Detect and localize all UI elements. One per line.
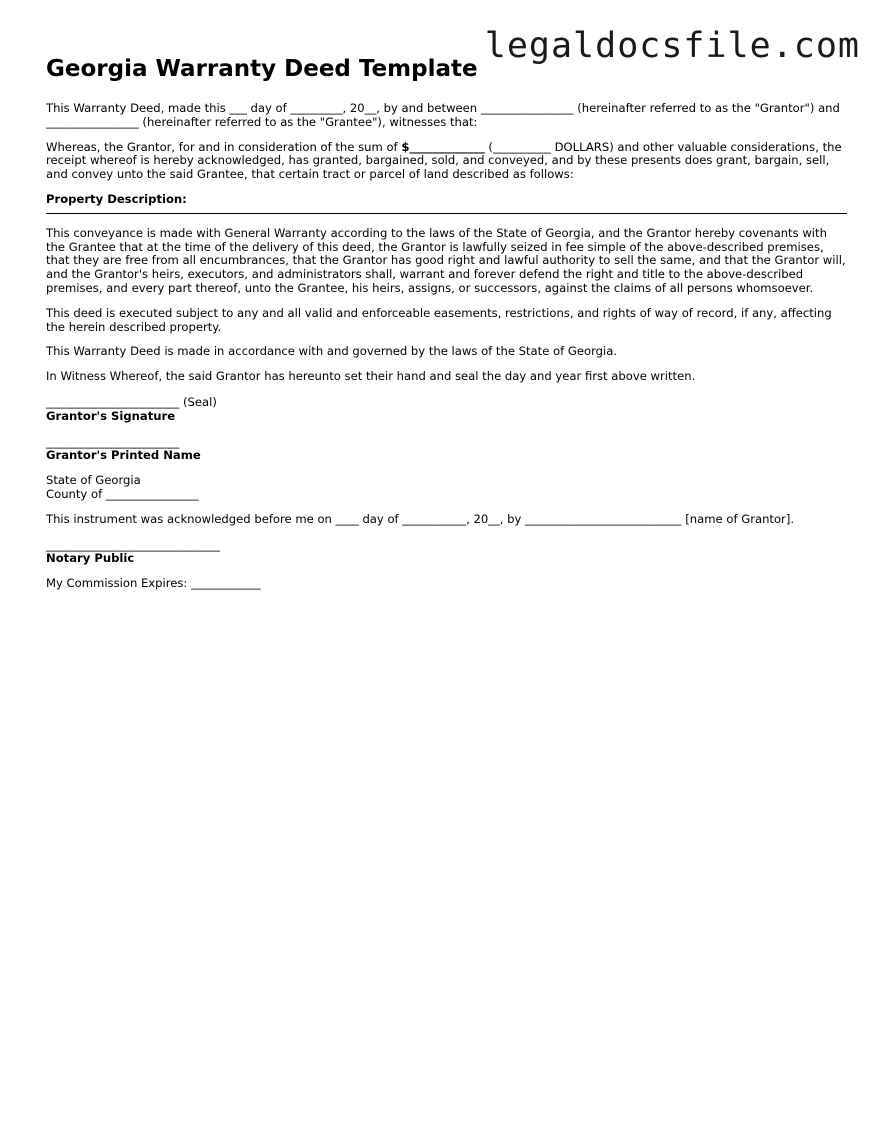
state-line: State of Georgia — [46, 473, 141, 488]
grantor-signature-line: _______________________ (Seal) — [46, 394, 217, 409]
easements-paragraph: This deed is executed subject to any and all valid and enforceable easements, restrictions, and rights of way of record, if any, affecting the herein described property. — [46, 305, 832, 334]
intro-paragraph: This Warranty Deed, made this ___ day of _________, 20__, by and between ________________ (hereinafter referred to as the "Grantor") and ________________ (hereinafter referred to as the "Grantee"), witnesses that: — [46, 101, 840, 129]
acknowledgment-paragraph: This instrument was acknowledged before me on ____ day of ___________, 20__, by ___________________________ [name of Grantor]. — [46, 511, 795, 526]
grantor-printed-name-line: _______________________ — [46, 434, 180, 449]
property-description-line — [46, 213, 847, 214]
county-line: County of ________________ — [46, 486, 199, 501]
notary-signature-line: ______________________________ — [46, 537, 220, 552]
whereas-text-end: (__________ DOLLARS) and other valuable considerations, the receipt whereof is hereby acknowledged, has granted, bargained, sold, and conveyed, and by these presents does grant, bargain, sell, and convey unto the said Grantee, that certain tract or parcel of land described as follows: — [46, 139, 842, 182]
conveyance-paragraph: This conveyance is made with General Warranty according to the laws of the State of Georgia, and the Grantor hereby covenants with the Grantee that at the time of the delivery of this deed, the Grantor is lawfully seized in fee simple of the above-described premises, that they are free from all encumbrances, that the Grantor has good right and lawful authority to sell the same, and that the Grantor will, and the Grantor's heirs, executors, and administrators shall, warrant and forever defend the right and title to the above-described premises, and every part thereof, unto the Grantee, his heirs, assigns, or successors, against the claims of all persons whomsoever. — [46, 225, 846, 295]
watermark-text: legaldocsfile.com — [484, 26, 860, 66]
witness-paragraph: In Witness Whereof, the said Grantor has hereunto set their hand and seal the day and year first above written. — [46, 369, 696, 384]
grantor-signature-label: Grantor's Signature — [46, 408, 176, 423]
governing-law-paragraph: This Warranty Deed is made in accordance with and governed by the laws of the State of Georgia. — [46, 344, 618, 359]
whereas-paragraph — [46, 141, 846, 182]
venue-block — [46, 474, 846, 502]
sum-blank: $_____________ — [401, 139, 485, 154]
page-title: Georgia Warranty Deed Template — [46, 56, 478, 82]
notary-public-label: Notary Public — [46, 551, 135, 566]
document-page — [46, 54, 846, 602]
commission-expires-line: My Commission Expires: ____________ — [46, 576, 261, 591]
property-description-heading: Property Description: — [46, 191, 187, 206]
grantor-printed-name-label: Grantor's Printed Name — [46, 448, 201, 463]
whereas-text-start: Whereas, the Grantor, for and in consideration of the sum of — [46, 139, 402, 154]
